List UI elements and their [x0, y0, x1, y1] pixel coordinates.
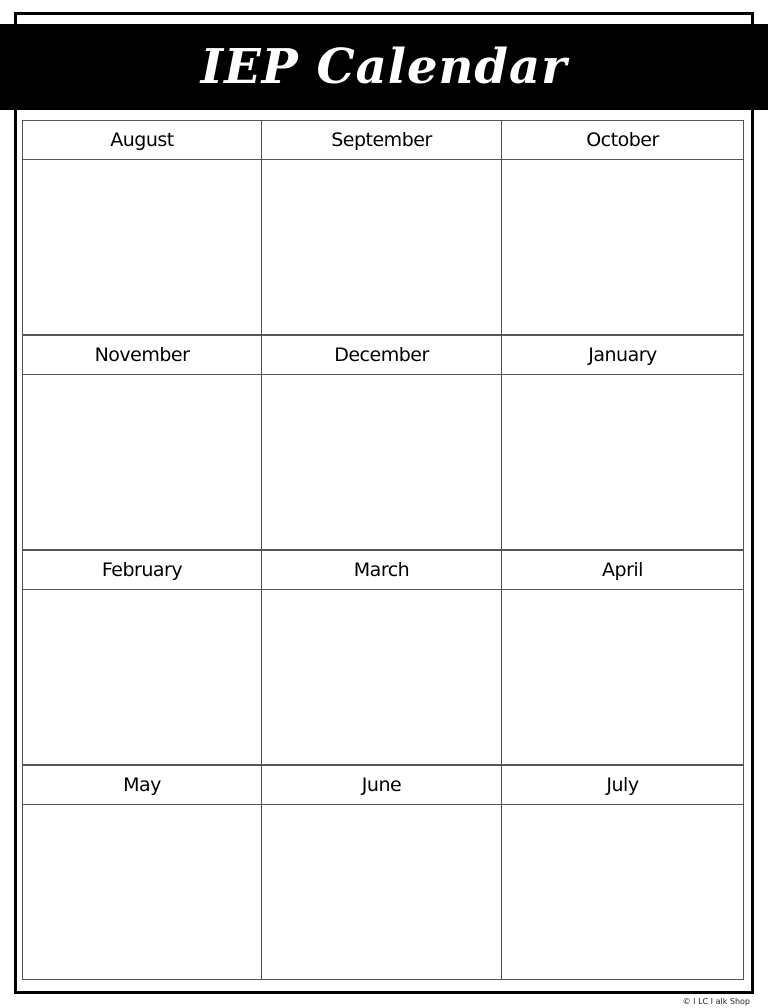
- month-label-december: December: [262, 336, 501, 375]
- month-label-may: May: [23, 766, 261, 805]
- month-cell-november: [22, 335, 262, 550]
- month-cell-july: [502, 765, 744, 980]
- month-cell-may: [22, 765, 262, 980]
- month-notes-june[interactable]: [262, 805, 501, 980]
- month-notes-august[interactable]: [23, 160, 261, 335]
- month-cell-june: [262, 765, 502, 980]
- month-notes-november[interactable]: [23, 375, 261, 550]
- month-cell-december: [262, 335, 502, 550]
- month-label-june: June: [262, 766, 501, 805]
- month-label-august: August: [23, 121, 261, 160]
- month-label-january: January: [502, 336, 743, 375]
- month-label-february: February: [23, 551, 261, 590]
- month-notes-april[interactable]: [502, 590, 743, 765]
- calendar-grid: [22, 120, 744, 980]
- month-cell-january: [502, 335, 744, 550]
- month-label-july: July: [502, 766, 743, 805]
- month-notes-february[interactable]: [23, 590, 261, 765]
- month-cell-september: [262, 120, 502, 335]
- month-cell-march: [262, 550, 502, 765]
- page-title: IEP Calendar: [200, 39, 568, 95]
- calendar-row-3: [22, 550, 744, 765]
- month-cell-april: [502, 550, 744, 765]
- calendar-row-1: [22, 120, 744, 335]
- month-cell-october: [502, 120, 744, 335]
- month-cell-august: [22, 120, 262, 335]
- month-notes-december[interactable]: [262, 375, 501, 550]
- calendar-row-4: [22, 765, 744, 980]
- calendar-row-2: [22, 335, 744, 550]
- month-cell-february: [22, 550, 262, 765]
- month-label-march: March: [262, 551, 501, 590]
- month-label-april: April: [502, 551, 743, 590]
- month-label-november: November: [23, 336, 261, 375]
- month-notes-october[interactable]: [502, 160, 743, 335]
- copyright-footer: © I LC I alk Shop: [682, 997, 750, 1006]
- month-notes-march[interactable]: [262, 590, 501, 765]
- month-label-october: October: [502, 121, 743, 160]
- title-banner: [0, 24, 768, 110]
- month-notes-january[interactable]: [502, 375, 743, 550]
- month-notes-may[interactable]: [23, 805, 261, 980]
- month-notes-september[interactable]: [262, 160, 501, 335]
- month-label-september: September: [262, 121, 501, 160]
- month-notes-july[interactable]: [502, 805, 743, 980]
